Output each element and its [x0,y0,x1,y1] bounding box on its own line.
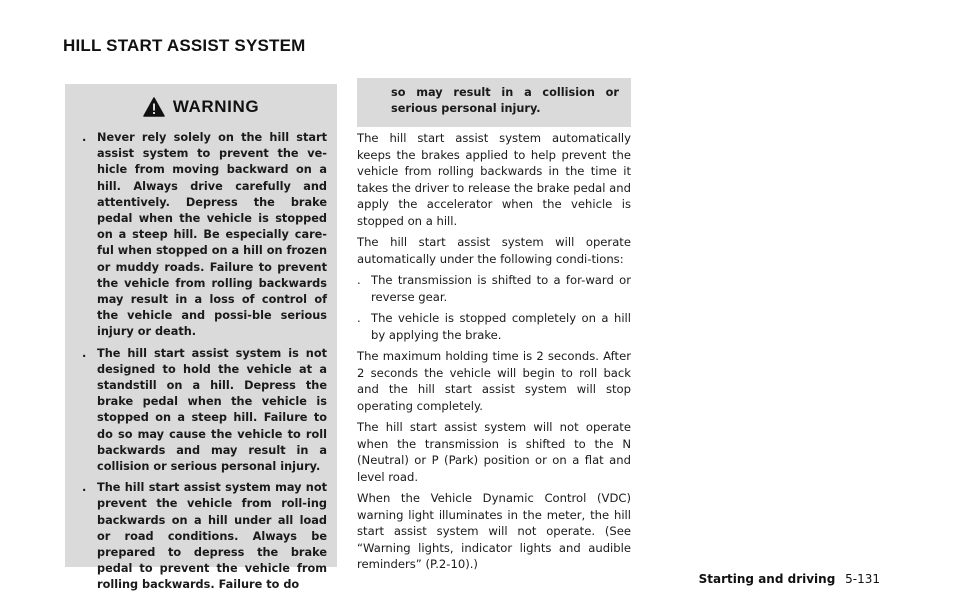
footer-section: Starting and driving [698,572,836,586]
warning-header [65,84,337,130]
warning-continuation: so may result in a collision or serious personal injury. [391,86,619,116]
page-footer [699,572,880,586]
body-text [357,130,631,578]
warning-triangle-icon [143,97,165,117]
warning-item [65,346,337,476]
paragraph-conditions: The hill start assist system will operate automatically under the following condi-tions: [357,235,631,266]
paragraph-intro: The hill start assist system automatically keeps the brakes applied to help prevent the vehicle from rolling backwards in the time it takes the driver to release the brake pedal and apply the accelerator when the vehicle is stopped on a hill. [357,131,631,228]
warning-item-text: Never rely solely on the hill start assist system to prevent the ve-hicle from moving backward on a hill. Always drive carefully and attentively. Depress the brake pedal when the vehicle is stopped on a steep hill. Be especially care-ful when stopped on a hill on frozen or muddy roads. Failure to prevent the vehicle from rolling backwards may result in a loss of control of the vehicle and possi-ble serious injury or death. [97,131,327,339]
paragraph-vdc: When the Vehicle Dynamic Control (VDC) warning light illuminates in the meter, the hill start assist system will not operate. (See “Warning lights, indicator lights and audible reminders” (P.2-10).) [357,491,631,571]
condition-text: The vehicle is stopped completely on a hill by applying the brake. [371,311,631,342]
bullet-icon: . [82,346,87,360]
condition-text: The transmission is shifted to a for-ward or reverse gear. [371,273,631,304]
condition-item [357,310,631,343]
warning-box [65,84,337,592]
bullet-icon: . [82,131,87,144]
warning-item-text: The hill start assist system may not prevent the vehicle from roll-ing backwards on a hill under all load or road conditions. Always be prepared to depress the brake pedal to prevent the vehicle from rolling backwards. Failure to do [97,481,327,592]
warning-item [65,130,337,341]
condition-item [357,272,631,305]
warning-list [65,130,337,594]
warning-box-continued [357,78,631,127]
warning-item-text: The hill start assist system is not designed to hold the vehicle at a standstill on a hill. Depress the brake pedal when the vehicle is stopped on a steep hill. Failure to do so may cause the vehicle to roll backwards and may result in a collision or serious personal injury. [97,346,327,474]
paragraph-holding-time: The maximum holding time is 2 seconds. After 2 seconds the vehicle will begin to roll back and the hill start assist system will stop operating completely. [357,349,631,413]
bullet-icon: . [357,273,361,287]
paragraph-not-operate: The hill start assist system will not operate when the transmission is shifted to the N (Neutral) or P (Park) position or on a flat and level road. [357,420,631,484]
warning-label: WARNING [172,97,260,116]
bullet-icon: . [82,481,87,495]
page-title: HILL START ASSIST SYSTEM [63,36,306,55]
warning-item [65,480,337,593]
page-number: 5-131 [845,572,880,586]
bullet-icon: . [357,311,361,325]
